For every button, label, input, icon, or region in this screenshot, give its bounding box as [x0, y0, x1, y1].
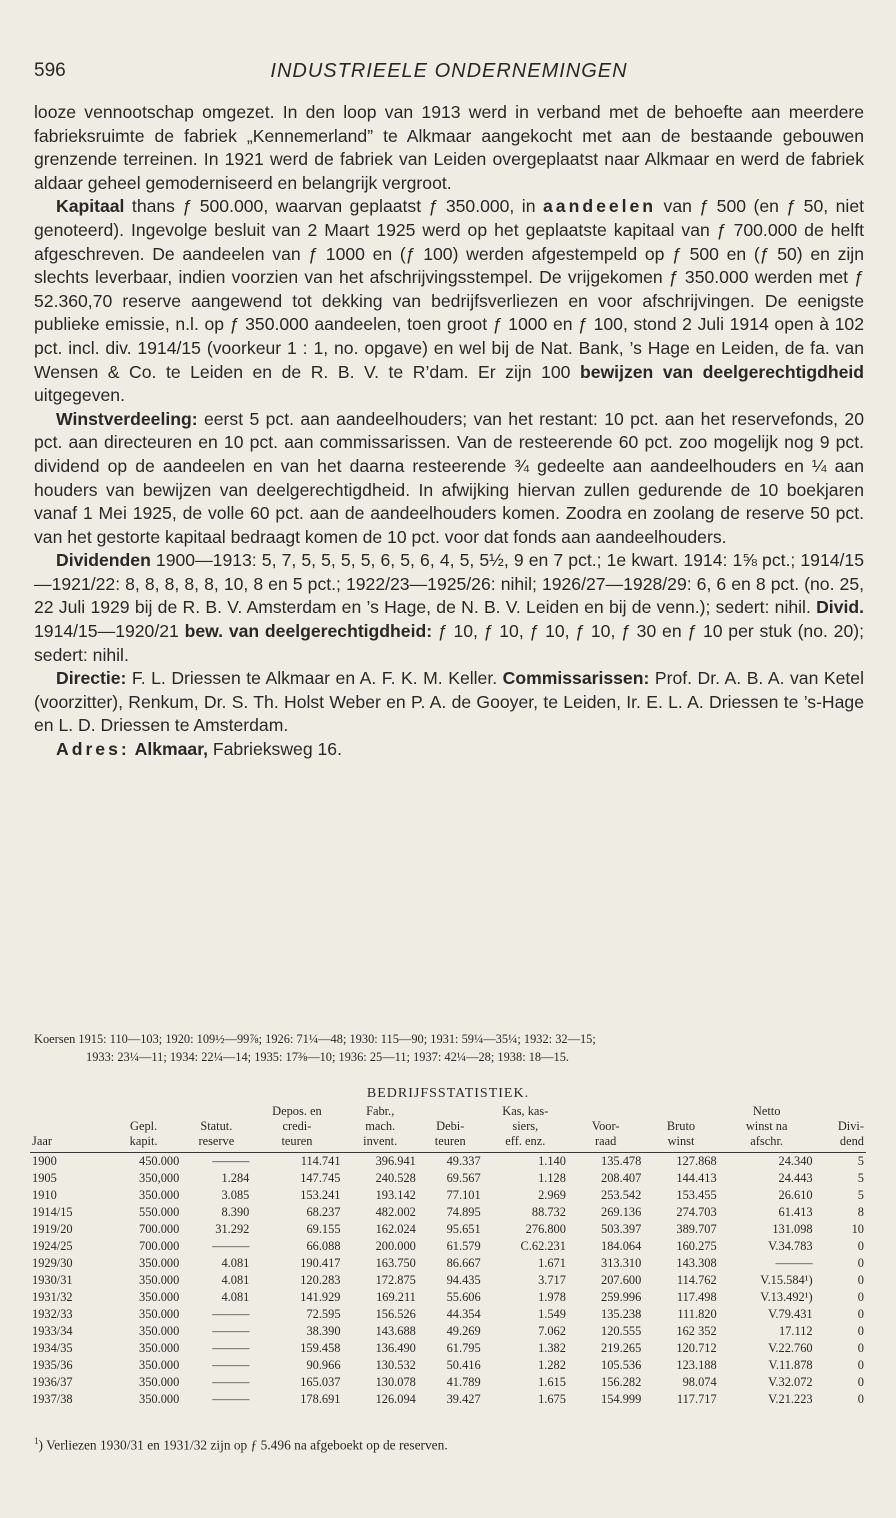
col-bruto: Bruto winst: [643, 1104, 718, 1153]
table-cell: 49.337: [446, 1154, 481, 1168]
table-cell: 111.820: [677, 1307, 717, 1321]
table-cell: 0: [857, 1358, 864, 1372]
winstverdeeling-paragraph: Winstverdeeling: eerst 5 pct. aan aandeelhouders; van het restant: 10 pct. aan het reservefonds, 20 pct. aan directeuren en 10 pct. aan commissarissen. Van de resteerende 60 pct. zoo mogelijk nog 9 pct. dividend op de aandeelen en van het daarna resteerende ¾ gedeelte aan aandeelhouders en ¼ aan houders van bewijzen van deelgerechtigdheid. In afwijking hiervan zullen gedurende de 10 boekjaren vanaf 1 Mei 1925, de volle 60 pct. aan de aandeelhouders komen. Zoodra en zoolang de reserve 50 pct. van het gestorte kapitaal bedraagt komen de 10 pct. voor dat fonds aan aandeelhouders.: [34, 408, 864, 547]
table-cell: 143.688: [375, 1324, 416, 1338]
table-cell: 143.308: [676, 1256, 717, 1270]
table-cell: 159.458: [300, 1341, 341, 1355]
table-cell: 0: [857, 1273, 864, 1287]
table-cell: 200.000: [375, 1239, 416, 1253]
bewijzen-term: bewijzen van deelgerechtigdheid: [579, 361, 864, 382]
table-cell: 114.762: [676, 1273, 717, 1287]
table-cell: 24.340: [778, 1154, 813, 1168]
table-cell: ———: [212, 1324, 250, 1338]
table-cell: 350,000: [139, 1171, 180, 1185]
table-cell: 127.868: [676, 1154, 717, 1168]
table-cell: V.21.223: [768, 1392, 813, 1406]
table-cell: 0: [857, 1290, 864, 1304]
table-cell: 120.283: [300, 1273, 341, 1287]
table-cell: 154.999: [601, 1392, 642, 1406]
table-cell: 700.000: [139, 1239, 180, 1253]
adres-paragraph: Adres: Alkmaar, Fabrieksweg 16.: [56, 739, 342, 760]
table-cell: 4.081: [221, 1256, 250, 1270]
table-cell: 153.241: [300, 1188, 341, 1202]
adres-label: Adres:: [56, 739, 130, 760]
table-cell: 117.498: [676, 1290, 717, 1304]
table-cell: 8: [857, 1205, 864, 1219]
table-cell: 61.579: [446, 1239, 481, 1253]
table-cell: 193.142: [375, 1188, 416, 1202]
table-cell: 44.354: [446, 1307, 481, 1321]
table-row: [30, 1272, 866, 1289]
body-text: [34, 101, 864, 762]
table-cell: 130.532: [375, 1358, 416, 1372]
table-cell: 69.155: [306, 1222, 341, 1236]
col-debi: Debi- teuren: [418, 1104, 483, 1153]
table-cell: 162 352: [676, 1324, 717, 1338]
table-cell: 135.478: [601, 1154, 642, 1168]
table-cell: V.15.584¹): [760, 1273, 813, 1287]
table-cell-jaar: 1905: [32, 1171, 57, 1185]
table-cell: ———: [212, 1239, 250, 1253]
table-cell: 1.671: [538, 1256, 566, 1270]
table-cell: 5: [857, 1171, 864, 1185]
table-cell: 1.615: [538, 1375, 566, 1389]
table-row: [30, 1323, 866, 1340]
table-cell: 126.094: [375, 1392, 416, 1406]
table-cell: 39.427: [446, 1392, 481, 1406]
table-cell: V.22.760: [768, 1341, 813, 1355]
table-cell: 313.310: [601, 1256, 642, 1270]
table-cell: 1.284: [221, 1171, 250, 1185]
table-cell: 95.651: [446, 1222, 481, 1236]
table-cell: 55.606: [446, 1290, 481, 1304]
bedrijfsstatistiek-table: [30, 1104, 866, 1408]
table-cell: 98.074: [682, 1375, 717, 1389]
table-cell-jaar: 1919/20: [32, 1222, 73, 1236]
table-cell: 276.800: [525, 1222, 566, 1236]
table-cell: 7.062: [538, 1324, 566, 1338]
table-cell: 141.929: [300, 1290, 341, 1304]
table-cell: 31.292: [215, 1222, 250, 1236]
table-cell: ———: [212, 1154, 250, 1168]
table-cell: 26.610: [778, 1188, 813, 1202]
table-cell: 61.413: [778, 1205, 813, 1219]
table-row: [30, 1306, 866, 1323]
col-voorraad: Voor- raad: [568, 1104, 643, 1153]
table-cell: 700.000: [139, 1222, 180, 1236]
table-cell-jaar: 1930/31: [32, 1273, 73, 1287]
adres-city: Alkmaar,: [134, 739, 208, 760]
table-cell: 94.435: [446, 1273, 481, 1287]
page-header: [34, 60, 864, 90]
divid-label: Divid.: [816, 597, 864, 618]
table-cell: 68.237: [306, 1205, 341, 1219]
table-cell: 350.000: [139, 1392, 180, 1406]
page-number: 596: [34, 60, 66, 81]
table-cell-jaar: 1933/34: [32, 1324, 73, 1338]
table-cell: 90.966: [306, 1358, 341, 1372]
table-cell: V.13.492¹): [760, 1290, 813, 1304]
table-cell: 350.000: [139, 1273, 180, 1287]
table-cell: 153.455: [676, 1188, 717, 1202]
table-cell: 240.528: [375, 1171, 416, 1185]
table-cell: 1.382: [538, 1341, 566, 1355]
col-netto: Netto winst na afschr.: [719, 1104, 815, 1153]
table-cell-jaar: 1936/37: [32, 1375, 73, 1389]
table-row: [30, 1391, 866, 1408]
table-cell: 253.542: [601, 1188, 642, 1202]
table-cell: 5: [857, 1188, 864, 1202]
footnote-text: ) Verliezen 1930/31 en 1931/32 zijn op ƒ 5.496 na afgeboekt op de reserven.: [38, 1437, 448, 1453]
table-cell: 88.732: [531, 1205, 566, 1219]
table-cell: 156.282: [601, 1375, 642, 1389]
table-cell: 169.211: [376, 1290, 416, 1304]
table-row: [30, 1289, 866, 1306]
table-cell: 49.269: [446, 1324, 481, 1338]
table-cell: 17.112: [778, 1324, 813, 1338]
table-cell: 120.712: [676, 1341, 717, 1355]
table-cell: 208.407: [601, 1171, 642, 1185]
table-cell-jaar: 1934/35: [32, 1341, 73, 1355]
intro-paragraph: looze vennootschap omgezet. In den loop van 1913 werd in verband met de behoefte aan meerdere fabrieksruimte de fabriek „Kennemerland” te Alkmaar aangekocht met aan de bestaande gebouwen grenzende terreinen. In 1921 werd de fabriek van Leiden overgeplaatst naar Alkmaar en werd de fabriek aldaar geheel gemoderniseerd en belangrijk vergroot.: [34, 102, 864, 193]
table-row: [30, 1357, 866, 1374]
table-cell: 0: [857, 1375, 864, 1389]
table-row: [30, 1374, 866, 1391]
footnote: [34, 1436, 864, 1453]
table-cell: 3.085: [221, 1188, 250, 1202]
table-cell: 69.567: [446, 1171, 481, 1185]
table-cell: 1.282: [538, 1358, 566, 1372]
table-row: [30, 1187, 866, 1204]
kapitaal-paragraph: Kapitaal thans ƒ 500.000, waarvan geplaatst ƒ 350.000, in aandeelen van ƒ 500 (en ƒ 50, niet genoteerd). Ingevolge besluit van 2 Maart 1925 werd op het geplaatste kapitaal van ƒ 700.000 de helft afgeschreven. De aandeelen van ƒ 1000 en (ƒ 100) werden afgestempeld op ƒ 500 en (ƒ 50) en zijn slechts leverbaar, indien voorzien van het afschrijvingsstempel. De vrijgekomen ƒ 350.000 werden met ƒ 52.360,70 reserve aangewend tot dekking van bedrijfsverliezen en voor afschrijvingen. De eenigste publieke emissie, n.l. op ƒ 350.000 aandeelen, toen groot ƒ 1000 en ƒ 100, stond 2 Juli 1914 open à 102 pct. incl. div. 1914/15 (voorkeur 1 : 1, no. opgave) en wel bij de Nat. Bank, ’s Hage en Leiden, de fa. van Wensen & Co. te Leiden en de R. B. V. te R’dam. Er zijn 100 bewijzen van deelgerechtigdheid uitgegeven.: [34, 196, 864, 406]
table-cell: 396.941: [375, 1154, 416, 1168]
table-cell: 550.000: [139, 1205, 180, 1219]
table-row: [30, 1170, 866, 1187]
table-cell: 131.098: [772, 1222, 813, 1236]
table-cell: 1.675: [538, 1392, 566, 1406]
table-cell-jaar: 1935/36: [32, 1358, 73, 1372]
col-dividend: Divi- dend: [815, 1104, 866, 1153]
table-cell: ———: [775, 1256, 813, 1270]
table-cell: V.32.072: [768, 1375, 813, 1389]
table-cell: 0: [857, 1307, 864, 1321]
table-cell: 50.416: [446, 1358, 481, 1372]
table-cell: 0: [857, 1256, 864, 1270]
table-cell: 0: [857, 1392, 864, 1406]
table-cell: 0: [857, 1324, 864, 1338]
col-fabr: Fabr., mach. invent.: [343, 1104, 418, 1153]
table-cell: 1.978: [538, 1290, 566, 1304]
table-cell: C.62.231: [520, 1239, 566, 1253]
table-cell-jaar: 1914/15: [32, 1205, 73, 1219]
table-cell: 1.549: [538, 1307, 566, 1321]
table-cell-jaar: 1924/25: [32, 1239, 73, 1253]
kapitaal-label: Kapitaal: [56, 196, 125, 217]
table-header-row: [30, 1104, 866, 1153]
footnote-mark: 1: [34, 1436, 39, 1446]
table-cell: 350.000: [139, 1375, 180, 1389]
table-cell: 482.002: [375, 1205, 416, 1219]
table-cell: 184.064: [601, 1239, 642, 1253]
table-cell-jaar: 1910: [32, 1188, 57, 1202]
table-cell-jaar: 1937/38: [32, 1392, 73, 1406]
table-cell-jaar: 1932/33: [32, 1307, 73, 1321]
table-cell: 350.000: [139, 1307, 180, 1321]
table-cell: 259.996: [601, 1290, 642, 1304]
running-head: INDUSTRIEELE ONDERNEMINGEN: [270, 60, 628, 82]
table-cell-jaar: 1929/30: [32, 1256, 73, 1270]
koersen-line-2: 1933: 23¼—11; 1934: 22¼—14; 1935: 17⅜—10; 1936: 25—11; 1937: 42¼—28; 1938: 18—15.: [86, 1050, 570, 1064]
table-cell: ———: [212, 1307, 250, 1321]
table-cell: 190.417: [300, 1256, 341, 1270]
table-cell: 77.101: [446, 1188, 481, 1202]
table-cell: 61.795: [446, 1341, 481, 1355]
table-cell: 1.128: [538, 1171, 566, 1185]
table-cell: 160.275: [676, 1239, 717, 1253]
table-row: [30, 1255, 866, 1272]
table-cell: 389.707: [676, 1222, 717, 1236]
table-cell: 4.081: [221, 1290, 250, 1304]
table-cell: 269.136: [601, 1205, 642, 1219]
directie-paragraph: Directie: F. L. Driessen te Alkmaar en A. F. K. M. Keller. Commissarissen: Prof. Dr. A. B. A. van Ketel (voorzitter), Renkum, Dr. S. Th. Holst Weber en P. A. de Gooyer, te Leiden, Ir. E. L. A. Driessen te ’s-Hage en L. D. Driessen te Amsterdam.: [34, 668, 865, 736]
table-cell: 350.000: [139, 1341, 180, 1355]
winstverdeeling-label: Winstverdeeling:: [56, 408, 198, 429]
table-cell: V.34.783: [768, 1239, 813, 1253]
table-row: [30, 1204, 866, 1221]
koersen-block: [34, 1030, 864, 1066]
commissarissen-label: Commissarissen:: [502, 668, 650, 689]
table-cell: ———: [212, 1358, 250, 1372]
table-row: [30, 1153, 866, 1171]
table-cell: 123.188: [676, 1358, 717, 1372]
table-row: [30, 1340, 866, 1357]
table-cell: 350.000: [139, 1324, 180, 1338]
table-cell: 72.595: [306, 1307, 341, 1321]
table-cell: V.11.878: [768, 1358, 813, 1372]
table-cell: 86.667: [446, 1256, 481, 1270]
table-title: BEDRIJFSSTATISTIEK.: [366, 1086, 530, 1101]
table-cell: 172.875: [375, 1273, 416, 1287]
table-cell: 350.000: [139, 1256, 180, 1270]
directie-label: Directie:: [56, 668, 127, 689]
col-statut: Statut. reserve: [181, 1104, 251, 1153]
table-cell: 120.555: [601, 1324, 642, 1338]
table-cell: 105.536: [601, 1358, 642, 1372]
table-cell: 114.741: [300, 1154, 341, 1168]
table-cell: 41.789: [446, 1375, 481, 1389]
col-depos: Depos. en credi- teuren: [251, 1104, 342, 1153]
aandeelen-term: aandeelen: [543, 196, 657, 217]
table-body: [30, 1153, 866, 1409]
dividenden-paragraph: Dividenden 1900—1913: 5, 7, 5, 5, 5, 5, 6, 5, 6, 4, 5, 5½, 9 en 7 pct.; 1e kwart. 1914: 1⅝ pct.; 1914/15—1921/22: 8, 8, 8, 8, 8, 10, 8 en 5 pct.; 1922/23—1925/26: nihil; 1926/27—1928/29: 6, 6 en 8 pct. (no. 25, 22 Juli 1929 bij de R. B. V. Amsterdam en ’s Hage, de N. B. V. Leiden en bij de venn.); sedert: nihil. Divid. 1914/15—1920/21 bew. van deelgerechtigdheid: ƒ 10, ƒ 10, ƒ 10, ƒ 10, ƒ 30 en ƒ 10 per stuk (no. 20); sedert: nihil.: [34, 550, 864, 665]
table-cell: 350.000: [139, 1358, 180, 1372]
table-cell: 165.037: [300, 1375, 341, 1389]
col-jaar: Jaar: [30, 1104, 106, 1153]
table-cell: 1.140: [538, 1154, 566, 1168]
table-cell: 207.600: [601, 1273, 642, 1287]
table-cell: 10: [851, 1222, 864, 1236]
table-cell: 156.526: [375, 1307, 416, 1321]
table-cell: 24.443: [778, 1171, 813, 1185]
dividenden-label: Dividenden: [56, 550, 151, 571]
table-cell: 503.397: [601, 1222, 642, 1236]
table-cell: 219.265: [601, 1341, 642, 1355]
table-cell: 130.078: [375, 1375, 416, 1389]
table-row: [30, 1238, 866, 1255]
table-cell: ———: [212, 1375, 250, 1389]
table-cell: 178.691: [300, 1392, 341, 1406]
table-cell: 135.238: [601, 1307, 642, 1321]
table-cell: 136.490: [375, 1341, 416, 1355]
table-cell: V.79.431: [768, 1307, 813, 1321]
col-gepl: Gepl. kapit.: [106, 1104, 181, 1153]
table-cell: 3.717: [538, 1273, 566, 1287]
deelgerechtigdheid-label: bew. van deelgerechtigdheid:: [184, 621, 433, 642]
table-cell-jaar: 1931/32: [32, 1290, 73, 1304]
table-cell: 74.895: [446, 1205, 481, 1219]
table-cell: 450.000: [139, 1154, 180, 1168]
table-cell: 147.745: [300, 1171, 341, 1185]
table-cell: 66.088: [306, 1239, 341, 1253]
table-cell: ———: [212, 1392, 250, 1406]
table-cell: 0: [857, 1239, 864, 1253]
table-cell: 2.969: [538, 1188, 566, 1202]
table-cell: 350.000: [139, 1290, 180, 1304]
table-cell: 0: [857, 1341, 864, 1355]
table-cell: 350.000: [139, 1188, 180, 1202]
table-cell: 4.081: [221, 1273, 250, 1287]
table-cell: 117.717: [676, 1392, 717, 1406]
col-kas: Kas, kas- siers, eff. enz.: [483, 1104, 568, 1153]
table-cell: 274.703: [676, 1205, 717, 1219]
table-cell: 38.390: [306, 1324, 341, 1338]
koersen-line-1: Koersen 1915: 110—103; 1920: 109½—99⅞; 1926: 71¼—48; 1930: 115—90; 1931: 59¼—35¼; 1932: 32—15;: [34, 1032, 596, 1046]
table-cell: 8.390: [221, 1205, 250, 1219]
table-cell: 5: [857, 1154, 864, 1168]
table-row: [30, 1221, 866, 1238]
table-cell: ———: [212, 1341, 250, 1355]
table-cell: 144.413: [676, 1171, 717, 1185]
table-cell-jaar: 1900: [32, 1154, 57, 1168]
table-cell: 163.750: [375, 1256, 416, 1270]
table-cell: 162.024: [375, 1222, 416, 1236]
